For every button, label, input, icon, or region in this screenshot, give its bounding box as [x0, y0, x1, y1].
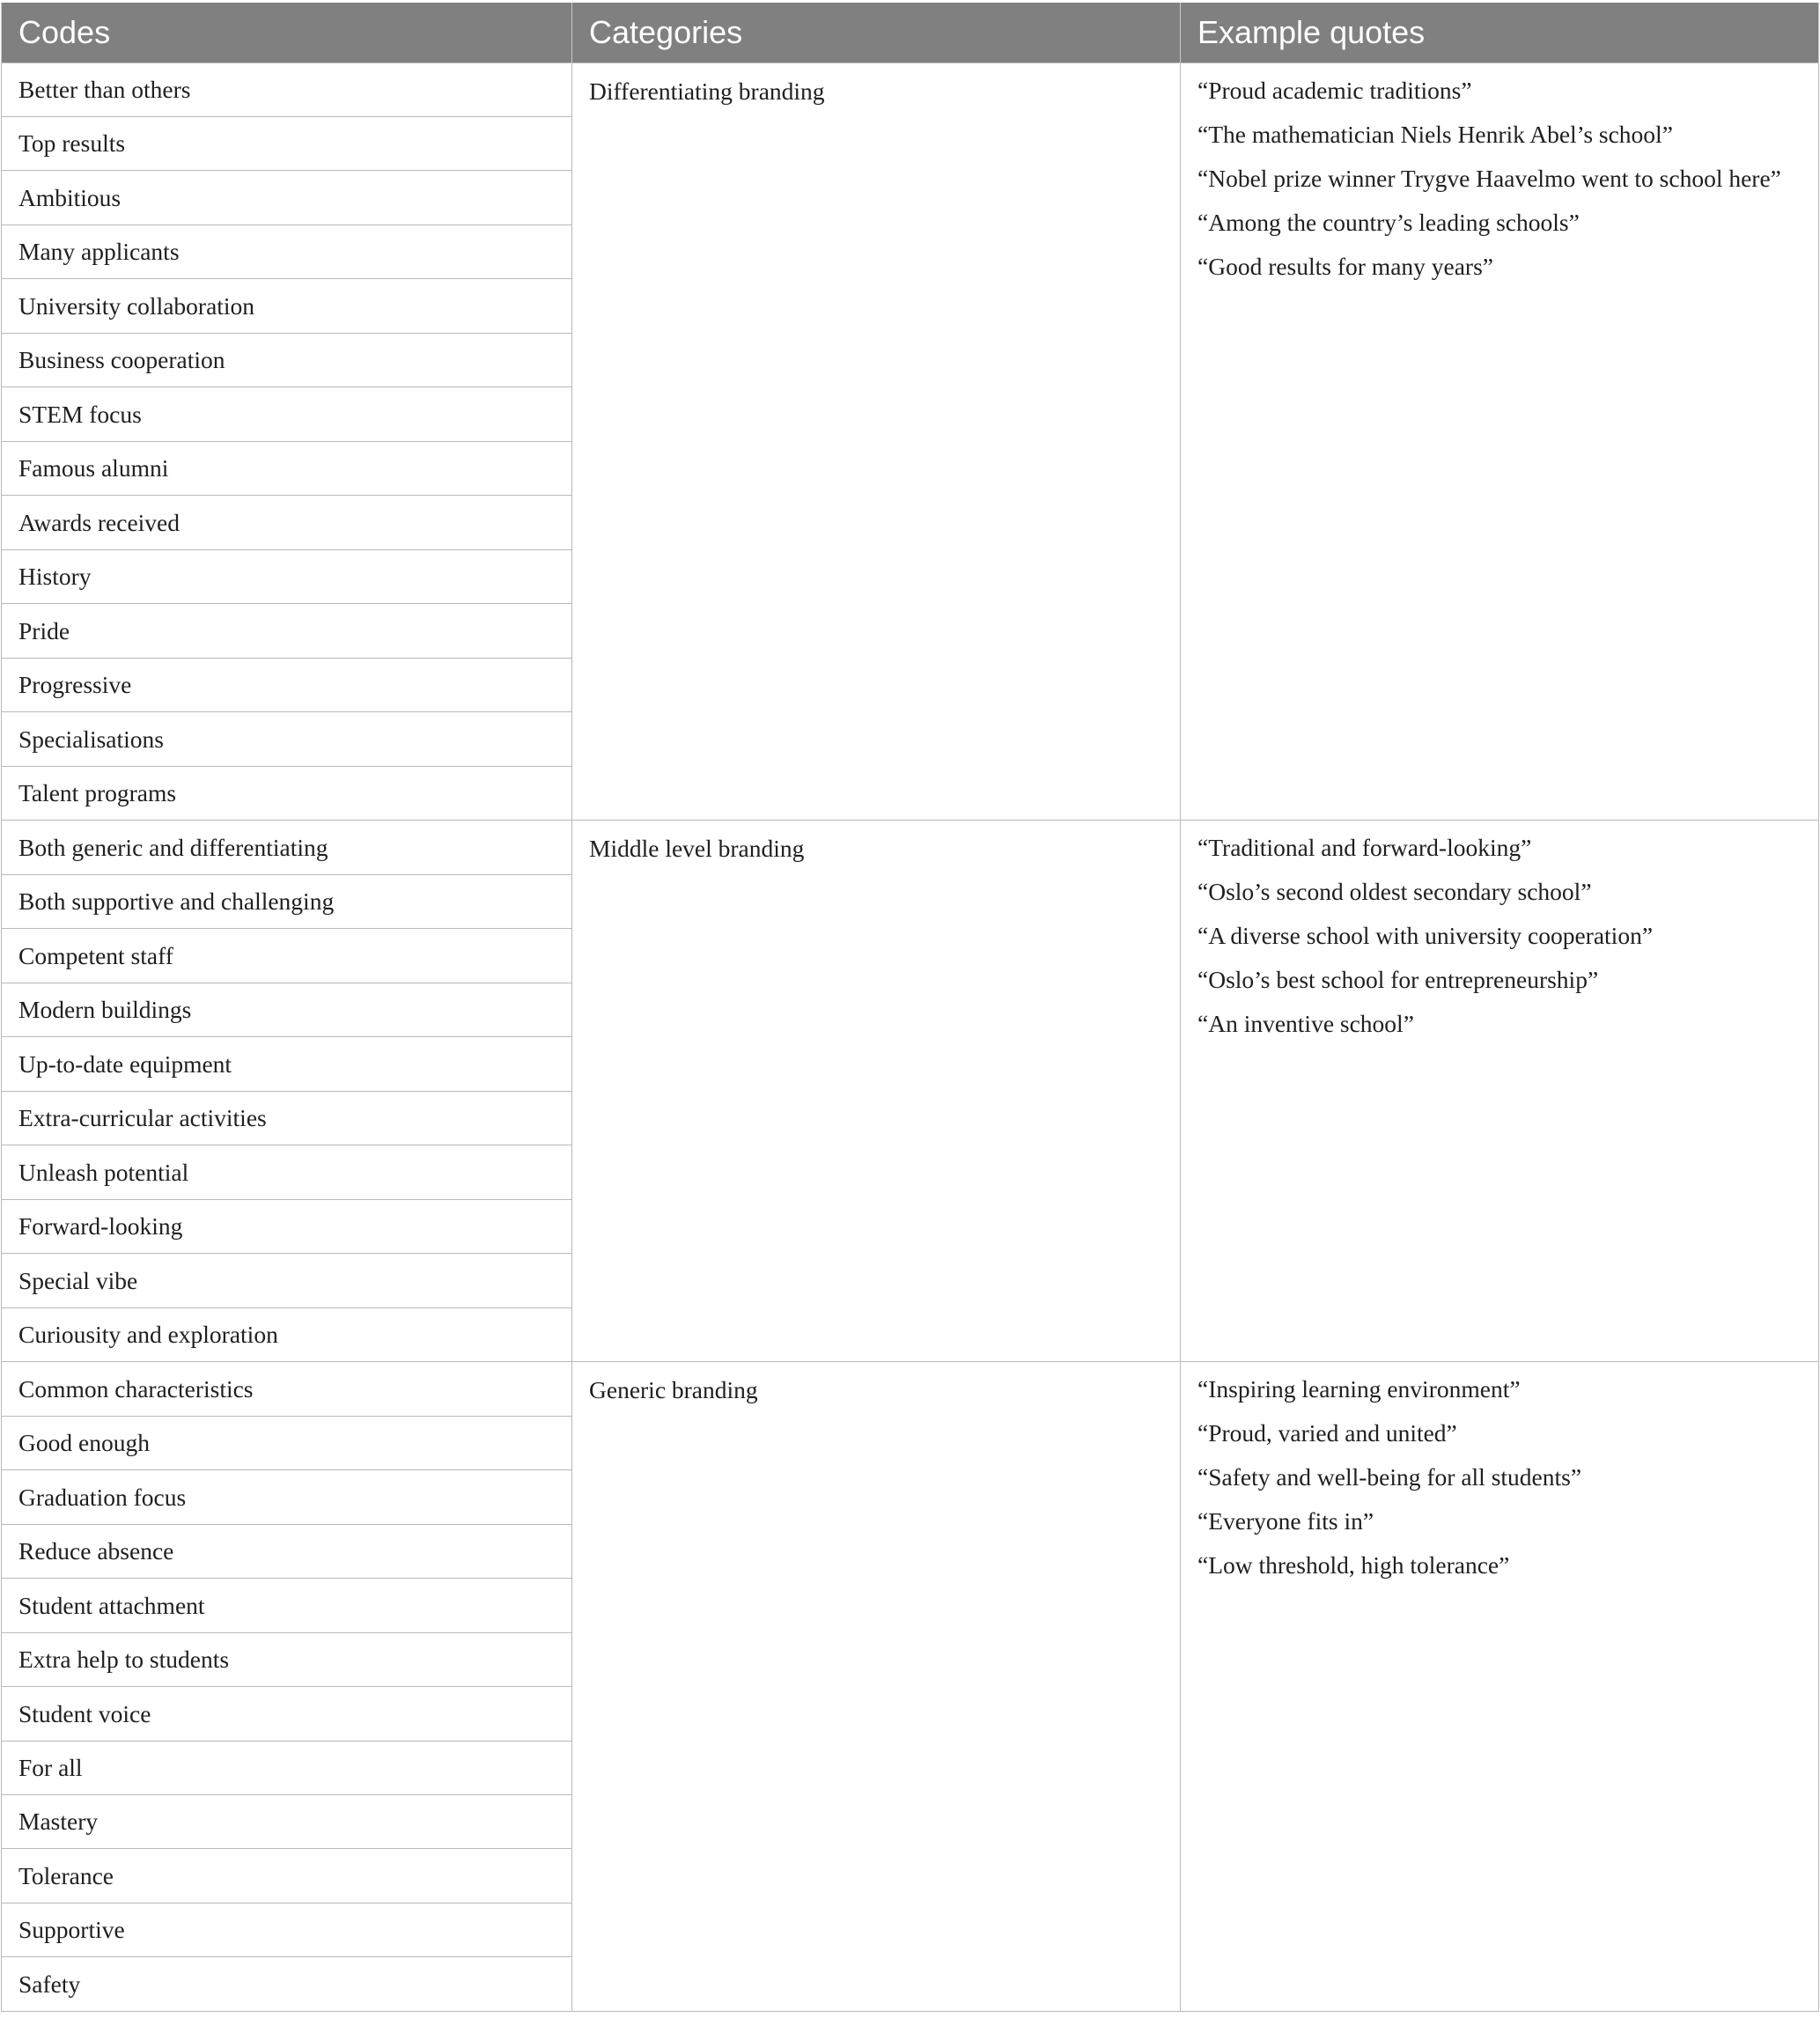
example-quote: “A diverse school with university cooperation”	[1197, 922, 1654, 950]
table-row	[2, 1362, 1819, 1416]
code-cell: Up-to-date equipment	[2, 1037, 572, 1091]
code-cell: Common characteristics	[2, 1362, 572, 1416]
code-cell: Better than others	[2, 63, 572, 116]
table-row	[2, 63, 1819, 116]
code-cell: Special vibe	[2, 1254, 572, 1307]
header-row	[2, 3, 1819, 63]
code-cell: Graduation focus	[2, 1470, 572, 1524]
header-codes: Codes	[2, 3, 572, 63]
code-cell: Forward-looking	[2, 1199, 572, 1253]
code-cell: Both generic and differentiating	[2, 821, 572, 874]
code-cell: Unleash potential	[2, 1145, 572, 1199]
code-cell: Both supportive and challenging	[2, 874, 572, 928]
example-quote: “Everyone fits in”	[1197, 1507, 1374, 1535]
example-quote: “Oslo’s second oldest secondary school”	[1197, 878, 1592, 906]
code-cell: Specialisations	[2, 712, 572, 766]
code-cell: Student attachment	[2, 1579, 572, 1632]
category-cell: Generic branding	[572, 1362, 1181, 2012]
example-quotes-cell	[1181, 63, 1819, 821]
example-quote: “Inspiring learning environment”	[1197, 1375, 1521, 1403]
example-quote: “Good results for many years”	[1197, 252, 1494, 280]
code-cell: STEM focus	[2, 387, 572, 441]
table-body	[2, 63, 1819, 2012]
code-cell: Talent programs	[2, 766, 572, 820]
example-quote: “Proud, varied and united”	[1197, 1419, 1457, 1447]
code-cell: Pride	[2, 604, 572, 658]
code-cell: Mastery	[2, 1795, 572, 1849]
code-cell: Ambitious	[2, 171, 572, 225]
example-quote: “Safety and well-being for all students”	[1197, 1463, 1582, 1491]
coding-table	[1, 3, 1819, 2012]
code-cell: Extra-curricular activities	[2, 1091, 572, 1145]
code-cell: Awards received	[2, 496, 572, 549]
code-cell: Progressive	[2, 658, 572, 711]
category-cell: Differentiating branding	[572, 63, 1181, 821]
code-cell: Business cooperation	[2, 333, 572, 387]
example-quote: “The mathematician Niels Henrik Abel’s school”	[1197, 120, 1673, 148]
header-example-quotes: Example quotes	[1181, 3, 1819, 63]
code-cell: Competent staff	[2, 929, 572, 983]
code-cell: Many applicants	[2, 225, 572, 278]
example-quotes-cell	[1181, 821, 1819, 1362]
code-cell: Safety	[2, 1957, 572, 2012]
example-quote: “Oslo’s best school for entrepreneurship”	[1197, 966, 1599, 994]
code-cell: Modern buildings	[2, 983, 572, 1036]
category-cell: Middle level branding	[572, 821, 1181, 1362]
code-cell: Famous alumni	[2, 441, 572, 495]
code-cell: For all	[2, 1741, 572, 1794]
code-cell: Tolerance	[2, 1849, 572, 1903]
code-cell: History	[2, 549, 572, 603]
code-cell: Good enough	[2, 1416, 572, 1469]
table-row	[2, 821, 1819, 874]
example-quote: “Low threshold, high tolerance”	[1197, 1551, 1510, 1580]
code-cell: Reduce absence	[2, 1524, 572, 1578]
code-cell: Curiousity and exploration	[2, 1307, 572, 1361]
code-cell: University collaboration	[2, 279, 572, 333]
example-quote: “An inventive school”	[1197, 1010, 1414, 1038]
code-cell: Top results	[2, 116, 572, 170]
example-quote: “Nobel prize winner Trygve Haavelmo went to school here”	[1197, 164, 1781, 192]
example-quote: “Among the country’s leading schools”	[1197, 208, 1580, 236]
example-quote: “Traditional and forward-looking”	[1197, 834, 1532, 862]
code-cell: Student voice	[2, 1687, 572, 1741]
code-cell: Extra help to students	[2, 1632, 572, 1686]
example-quotes-cell	[1181, 1362, 1819, 2012]
code-cell: Supportive	[2, 1903, 572, 1956]
example-quote: “Proud academic traditions”	[1197, 76, 1472, 104]
header-categories: Categories	[572, 3, 1181, 63]
